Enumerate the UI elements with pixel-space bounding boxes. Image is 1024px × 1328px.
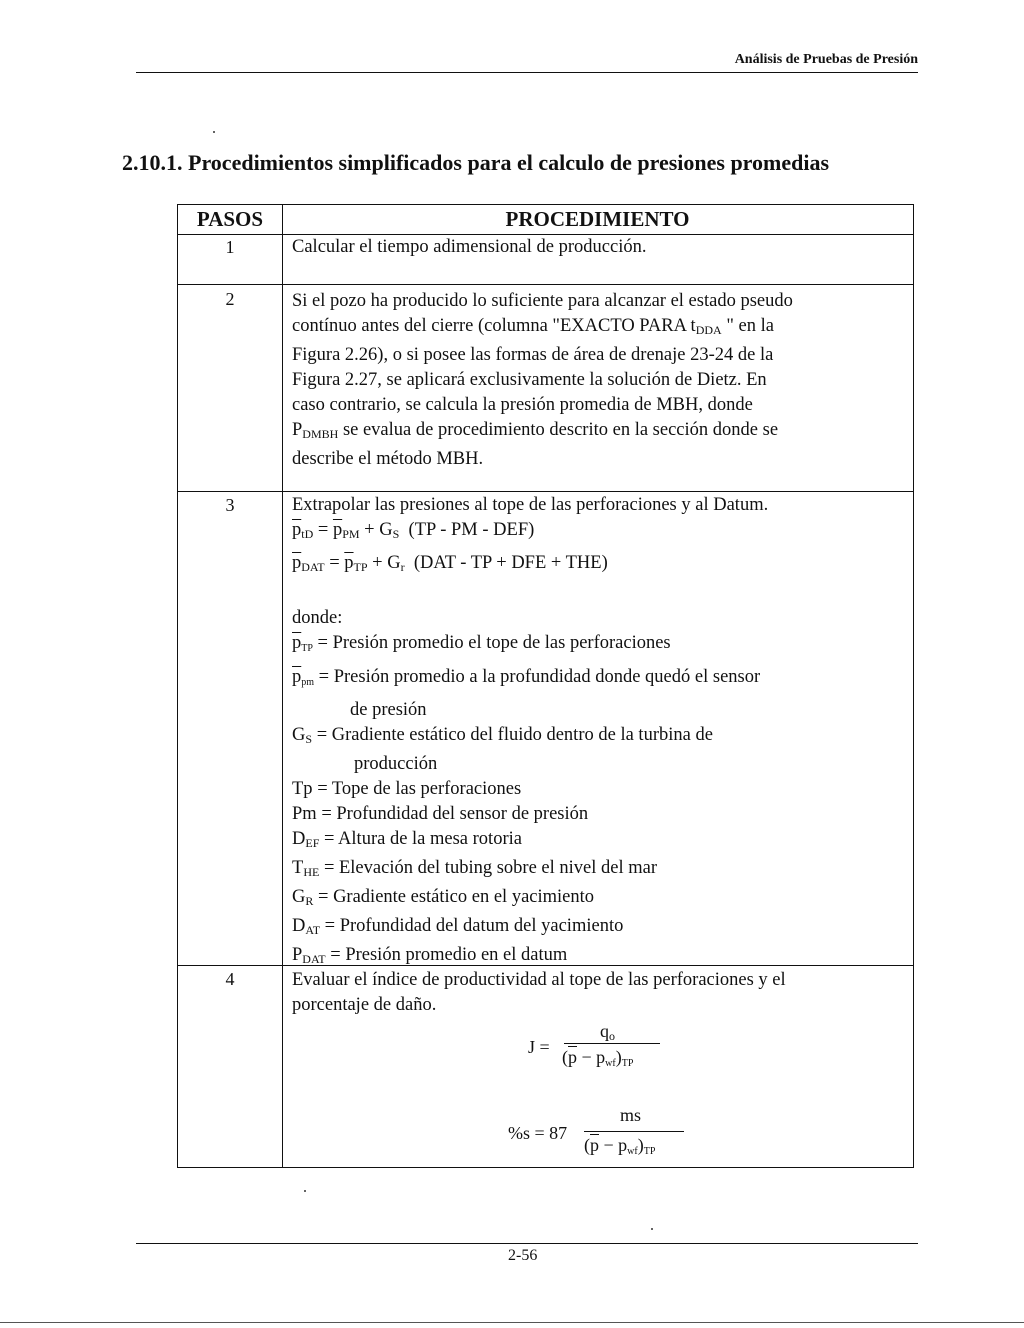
step-number-1: 1 bbox=[225, 237, 235, 257]
header-procedure: PROCEDIMIENTO bbox=[505, 207, 690, 231]
step3-text bbox=[292, 493, 903, 972]
definition-line: $D_{AT}$ = Profundidad del datum del yacimiento bbox=[292, 916, 624, 937]
step2-line: contínuo antes del cierre (columna "EXACTO PARA $t_{DDA}$ " en la bbox=[292, 316, 774, 337]
procedure-table bbox=[177, 204, 914, 1168]
definition-line: $G_R$ = Gradiente estático en el yacimiento bbox=[292, 887, 595, 908]
footer-rule bbox=[136, 1243, 918, 1244]
step4-line: Evaluar el índice de productividad al tope de las perforaciones y el bbox=[292, 970, 786, 990]
step-number-4: 4 bbox=[225, 969, 235, 989]
step-number-3: 3 bbox=[225, 495, 235, 515]
scan-speck bbox=[213, 131, 215, 133]
step4-text bbox=[292, 968, 903, 1018]
page-number: 2-56 bbox=[508, 1247, 538, 1264]
step2-line: describe el método MBH. bbox=[292, 449, 484, 469]
section-title: 2.10.1. Procedimientos simplificados para el calculo de presiones promedias bbox=[122, 150, 830, 175]
definition-line: Tp = Tope de las perforaciones bbox=[292, 779, 522, 799]
step2-line: Si el pozo ha producido lo suficiente para alcanzar el estado pseudo bbox=[292, 291, 793, 311]
running-header: Análisis de Pruebas de Presión bbox=[734, 52, 918, 67]
step2-line: $P_{DMBH}$ se evalua de procedimiento descrito en la sección donde se bbox=[292, 420, 779, 441]
definition-line: $P_{DAT}$ = Presión promedio en el datum bbox=[292, 945, 568, 966]
donde-label: donde: bbox=[292, 608, 343, 628]
definition-line: $G_S$ = Gradiente estático del fluido dentro de la turbina de bbox=[292, 725, 713, 746]
row-divider bbox=[178, 491, 913, 492]
definition-continuation: de presión bbox=[350, 700, 427, 720]
step-number-2: 2 bbox=[225, 289, 235, 309]
step4-line: porcentaje de daño. bbox=[292, 995, 437, 1015]
row-divider bbox=[178, 965, 913, 966]
header-rule bbox=[136, 72, 918, 73]
row-divider bbox=[178, 284, 913, 285]
header-steps: PASOS bbox=[196, 207, 264, 231]
definition-line: $\overline{p}_{TP}$ = Presión promedio el tope de las perforaciones bbox=[292, 633, 671, 654]
step2-line: Figura 2.26), o si posee las formas de área de drenaje 23-24 de la bbox=[292, 345, 774, 365]
step2-line: caso contrario, se calcula la presión promedia de MBH, donde bbox=[292, 395, 753, 415]
scan-edge-line bbox=[0, 1322, 1024, 1323]
productivity-index-formula: J = $q_o$ $(\overline{p} - p_{wf})_{TP}$ bbox=[528, 1025, 668, 1085]
step3-intro: Extrapolar las presiones al tope de las perforaciones y al Datum. bbox=[292, 495, 769, 515]
damage-percent-formula: %s = 87 ms $(\overline{p} - p_{wf})_{TP}$ bbox=[508, 1107, 698, 1167]
scan-speck bbox=[304, 1190, 306, 1192]
definition-continuation: producción bbox=[354, 754, 438, 774]
definition-line: $T_{HE}$ = Elevación del tubing sobre el nivel del mar bbox=[292, 858, 657, 879]
definition-line: $\overline{p}_{pm}$ = Presión promedio a la profundidad donde quedó el sensor bbox=[292, 667, 761, 688]
equation-pdat: $\overline{p}_{DAT} = \overline{p}_{TP} + G_r$ (DAT - TP + DFE + THE) bbox=[292, 553, 608, 574]
equation-ptd: $\overline{p}_{tD} = \overline{p}_{PM} + G_S$ (TP - PM - DEF) bbox=[292, 520, 535, 541]
step2-line: Figura 2.27, se aplicará exclusivamente la solución de Dietz. En bbox=[292, 370, 767, 390]
step2-text bbox=[292, 289, 903, 472]
step1-text: Calcular el tiempo adimensional de producción. bbox=[292, 237, 647, 257]
column-divider bbox=[282, 205, 283, 1167]
definition-line: $D_{EF}$ = Altura de la mesa rotoria bbox=[292, 829, 522, 850]
definition-line: Pm = Profundidad del sensor de presión bbox=[292, 804, 589, 824]
scan-speck bbox=[651, 1228, 653, 1230]
